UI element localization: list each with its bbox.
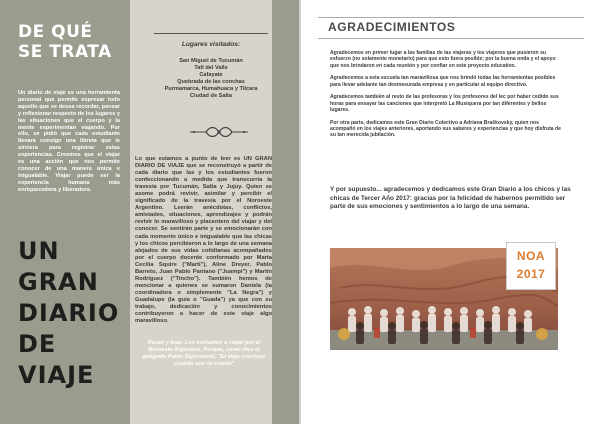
dedication-text: Y por supuesto... agradecemos y dedicamos este Gran Diario a los chicos y las chicas de Tercer Año 2017: gracias por la felicidad de habernos permitido ser parte de sus emociones y sentimientos a lo largo de una semana. (330, 186, 571, 210)
place-item: Ciudad de Salta (190, 93, 232, 100)
intro-text: Un diario de viaje es una herramienta personal que permite expresar todo aquello que se desea recordar, pensar y reflexionar respecto de los lugares y las situaciones que el cuerpo y la mente experimentan viajando. Por ello, se pidió que cada estudiante llevara consigo una libreta que le sirviera para registrar estas experiencias. Creemos que el viajar es una acción que nos permite conocer de una manera única e inigualable. Viajar puede ser la experiencia humana más enriquecedora y liberadora. (18, 90, 120, 193)
page-title: AGRADECIMIENTOS (328, 20, 456, 34)
ornament-divider-icon (188, 125, 250, 139)
section-title-line: DE QUÉ (18, 22, 93, 42)
place-item: Tafí del Valle (194, 65, 228, 72)
photo-caption-badge (506, 242, 556, 290)
section-title-line: SE TRATA (18, 42, 112, 62)
acknowledgement-paragraph: Por otra parte, dedicamos este Gran Diario Colectivo a Adriana Braškovsky, quien nos acompañó en los viajes anteriores, aportando sus saberes y experiencias y que hoy disfruta de su tan merecida jubilación. (330, 119, 562, 139)
divider (154, 33, 268, 34)
big-title-word: DE (18, 330, 57, 358)
divider (318, 17, 584, 18)
closing-quote: Pasen y lean. Los invitamos a viajar por el Noroeste Argentino. Porque, como dice el geógrafo Pablo Sigismondi, "El viaje concluye cuando uno lo cuenta" (142, 340, 266, 368)
place-item: San Miguel de Tucumán (179, 58, 243, 64)
places-list (152, 58, 270, 101)
acknowledgement-paragraph: Agradecemos en primer lugar a las familias de las viajeras y los viajeros que pusieron su esfuerzo (no solamente monetario) para que esto fuera posible; por la buena onda y el apoyo que nos brindaron en cada reunión y por confiar en este proyecto educativo. (330, 50, 556, 69)
place-item: Cafayate (199, 72, 223, 79)
acknowledgement-paragraph: Agradecemos también al resto de las profesoras y los profesores del Iec por haber cedido sus horas para ensayar las canciones que interpretó La Musiquera por tan diferentes y bellos lugares. (330, 94, 559, 114)
big-title-word: VIAJE (18, 361, 95, 389)
places-box (152, 33, 270, 101)
acknowledgements (330, 50, 562, 145)
caption-line: 2017 (516, 267, 546, 281)
places-heading: Lugares visitados: (181, 41, 241, 48)
big-title (18, 236, 119, 391)
section-title (18, 22, 112, 62)
big-title-word: DIARIO (18, 299, 120, 327)
right-page (300, 0, 600, 424)
place-item: Purmamarca, Humahuaca y Tilcara (164, 86, 258, 93)
caption-line: NOA (516, 249, 546, 263)
place-item: Quebrada de las conchas (177, 79, 245, 86)
divider (318, 38, 584, 39)
right-edge-gray-strip (272, 0, 300, 424)
big-title-word: UN (18, 237, 60, 265)
page-fold (299, 0, 301, 424)
body-text: Lo que estamos a punto de leer es UN GRAN DIARIO DE VIAJE que se reconstruyó a partir de cada diario que las y los estudiantes fueron confeccionando a medida que transcurría la travesía por Tucumán, Salta y Jujuy. Quien se asome podrá revivir, asimilar y percibir el significado de la travesía por el Noroeste Argentino. Leerán anécdotas, conflictos, amistades, situaciones, aprendizajes y podrán revivir lo maravilloso y placentero del viajar y del conocer. Se sentirán parte y se emocionarán con cada momento único e inigualable que las chicas y los chicos percibieron a lo largo de una semana alejados de sus vidas cotidianas acompañados por el cuerpo docente conformado por Marta Cecilia Squire ("Marti"), Aline Dreyer, Pablo Barreto, Juan Pablo Pantano ("Juampi") y Martín Rodriguez ("Tincho"). También hemos de mencionar a quienes se sumaron Daniela (la coordinadora o simplemente "La Negra") y Guadalupe (la guía o "Guada") ya que con su trabajo, dedicación y conocimientos contribuyeron a hacer de este viaje algo maravilloso. (135, 156, 272, 325)
acknowledgement-paragraph: Agradecemos a esta escuela tan maravillosa que nos brindó todas las herramientas posibles para llevar adelante tan desmesurada empresa y en particular al equipo directivo. (330, 75, 556, 88)
big-title-word: GRAN (18, 268, 99, 296)
